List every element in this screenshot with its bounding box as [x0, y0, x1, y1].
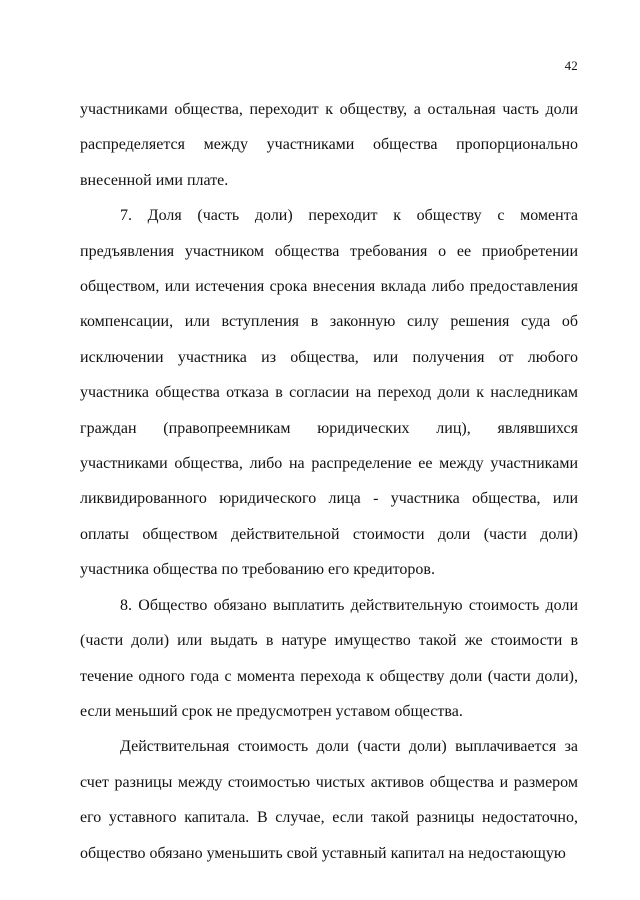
paragraph-actual-value: Действительная стоимость доли (части доли) выплачивается за счет разницы между стоимостью чистых активов общества и размером его уставного капитала. В случае, если такой разницы недостаточно, общество обязано уменьшить свой уставный капитал на недостающую — [80, 738, 578, 862]
page-number: 42 — [564, 58, 578, 73]
paragraph-continuation: участниками общества, переходит к обществу, а остальная часть доли распределяется между участниками общества пропорционально внесенной ими плате. — [80, 101, 578, 189]
paragraph-item-7: 7. Доля (часть доли) переходит к обществу с момента предъявления участником общества требования о ее приобретении обществом, или истечения срока внесения вклада либо предоставления компенсации, или вступления в законную силу решения суда об исключении участника из общества, или получения от любого участника общества отказа в согласии на переход доли к наследникам граждан (правопреемникам юридических лиц), являвшихся участниками общества, либо на распределение ее между участниками ликвидированного юридического лица - участника общества, или оплаты обществом действительной стоимости доли (части доли) участника общества по требованию его кредиторов. — [80, 207, 578, 579]
body-text — [80, 92, 578, 871]
paragraph-item-8: 8. Общество обязано выплатить действительную стоимость доли (части доли) или выдать в натуре имущество такой же стоимости в течение одного года с момента перехода к обществу доли (части доли), если меньший срок не предусмотрен уставом общества. — [80, 596, 578, 720]
